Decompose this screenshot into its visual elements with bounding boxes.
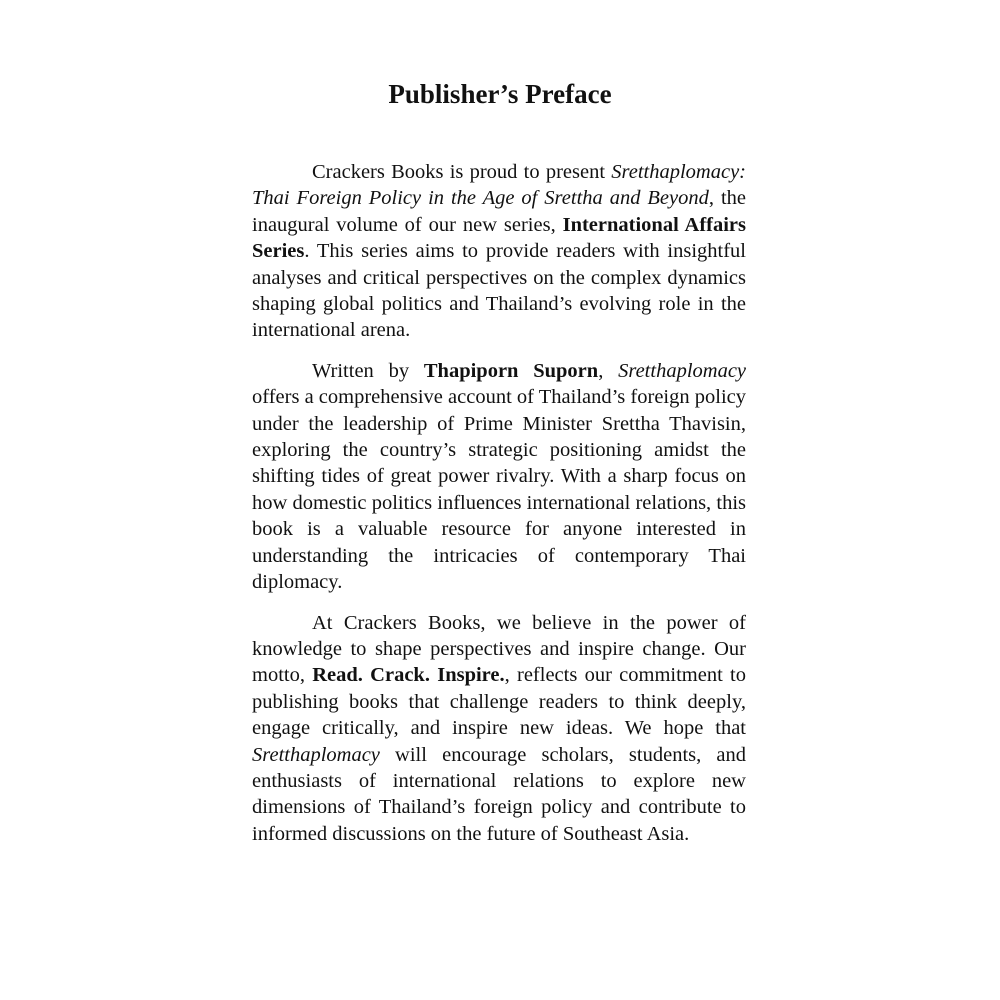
book-short-title: Sretthaplomacy — [618, 359, 747, 382]
paragraph-mission — [252, 610, 746, 848]
paragraph-text: . This series aims to provide readers with insightful analyses and critical perspectives on the complex dynamics shaping global politics and Thailand’s evolving role in the international arena. — [252, 240, 746, 342]
paragraph-intro — [252, 159, 746, 344]
author-name: Thapiporn Suporn — [423, 359, 599, 382]
paragraph-author — [252, 358, 746, 596]
paragraph-text: , — [598, 359, 619, 382]
series-name: International Affairs Series — [252, 213, 747, 263]
motto: Read. Crack. Inspire. — [312, 664, 505, 687]
paragraph-text: , reflects our commitment to publishing books that challenge readers to think deeply, engage critically, and inspire new ideas. We hope that — [252, 664, 746, 740]
page-title: Publisher’s Preface — [388, 79, 612, 109]
preface-body — [252, 159, 746, 847]
book-title: Sretthaplomacy: Thai Foreign Policy in the Age of Srettha and Beyond — [252, 161, 746, 210]
paragraph-text: Crackers Books is proud to present — [312, 161, 612, 183]
paragraph-text: offers a comprehensive account of Thailand’s foreign policy under the leadership of Prime Minister Srettha Thavisin, exploring the country’s strategic positioning amidst the shifting tides of great power rivalry. With a sharp focus on how domestic politics influences international relations, this book is a valuable resource for anyone interested in understanding the intricacies of contemporary Thai diplomacy. — [252, 386, 746, 594]
paragraph-text: Written by — [312, 359, 424, 382]
book-short-title: Sretthaplomacy — [252, 743, 380, 766]
paragraph-text: At Crackers Books, we believe in the power of knowledge to shape perspectives and inspire change. Our motto, — [252, 611, 746, 687]
paragraph-text: will encourage scholars, students, and enthusiasts of international relations to explore new dimensions of Thailand’s foreign policy and contribute to informed discussions on the future of Southeast Asia. — [252, 743, 746, 845]
paragraph-text: , the inaugural volume of our new series, — [252, 187, 747, 236]
